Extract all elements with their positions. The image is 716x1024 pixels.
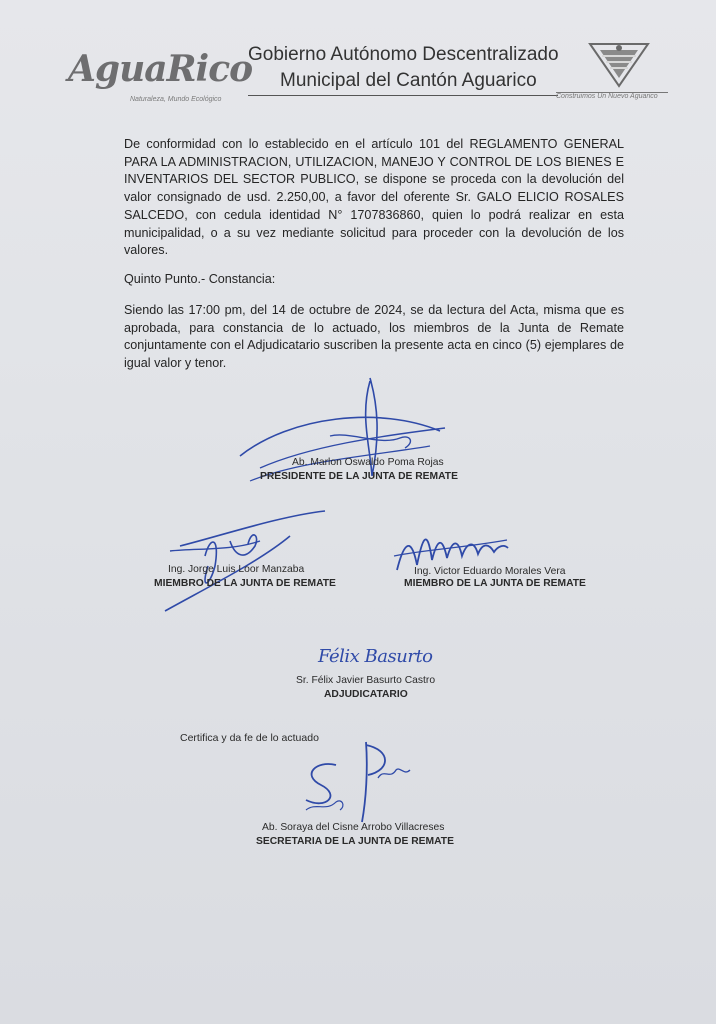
emblem-tagline: Construimos Un Nuevo Aguarico [556, 93, 658, 100]
member1-role: MIEMBRO DE LA JUNTA DE REMATE [154, 578, 336, 589]
certify-text: Certifica y da fe de lo actuado [180, 732, 319, 744]
member2-role: MIEMBRO DE LA JUNTA DE REMATE [404, 578, 586, 589]
secretary-name: Ab. Soraya del Cisne Arrobo Villacreses [262, 822, 445, 833]
municipal-emblem-icon [588, 40, 650, 90]
paragraph-constancia: Siendo las 17:00 pm, del 14 de octubre de 2024, se da lectura del Acta, misma que es aprobada, para constancia de lo actuado, los miembros de la Junta de Remate conjuntamente con el Adjudicatario suscriben la presente acta en cinco (5) ejemplares de igual valor y tenor. [124, 303, 624, 371]
logo-tagline: Naturaleza, Mundo Ecológico [130, 96, 222, 103]
header-title-line2: Municipal del Cantón Aguarico [280, 70, 537, 91]
logo-wordmark: AguaRico [68, 48, 253, 90]
secretary-role: SECRETARIA DE LA JUNTA DE REMATE [256, 836, 454, 847]
header-divider [248, 95, 558, 96]
header-title-line1: Gobierno Autónomo Descentralizado [248, 44, 559, 65]
section-heading: Quinto Punto.- Constancia: [124, 272, 276, 286]
adjudicatario-role: ADJUDICATARIO [324, 689, 408, 700]
president-signature-icon [230, 376, 450, 486]
president-role: PRESIDENTE DE LA JUNTA DE REMATE [260, 471, 458, 482]
aguarico-logo [62, 44, 252, 110]
secretary-signature-icon [296, 740, 426, 825]
president-name: Ab. Marlon Oswaldo Poma Rojas [292, 457, 444, 468]
member1-name: Ing. Jorge Luis Loor Manzaba [168, 564, 305, 575]
adjudicatario-signature: Félix Basurto [318, 646, 433, 667]
adjudicatario-name: Sr. Félix Javier Basurto Castro [296, 675, 436, 686]
member2-name: Ing. Victor Eduardo Morales Vera [414, 566, 566, 577]
paragraph-devolucion: De conformidad con lo establecido en el artículo 101 del REGLAMENTO GENERAL PARA LA ADMINISTRACION, UTILIZACION, MANEJO Y CONTROL DE LOS BIENES E INVENTARIOS DEL SECTOR PUBLICO, se dispone se proceda con la devolución del valor consignado de usd. 2.250,00, a favor del oferente Sr. GALO ELICIO ROSALES SALCEDO, con cedula identidad N° 1707836860, quien lo podrá realizar en esta municipalidad, o a su vez mediante solicitud para proceder con la devolución de los valores. [124, 137, 624, 258]
member1-signature-icon [160, 506, 340, 616]
